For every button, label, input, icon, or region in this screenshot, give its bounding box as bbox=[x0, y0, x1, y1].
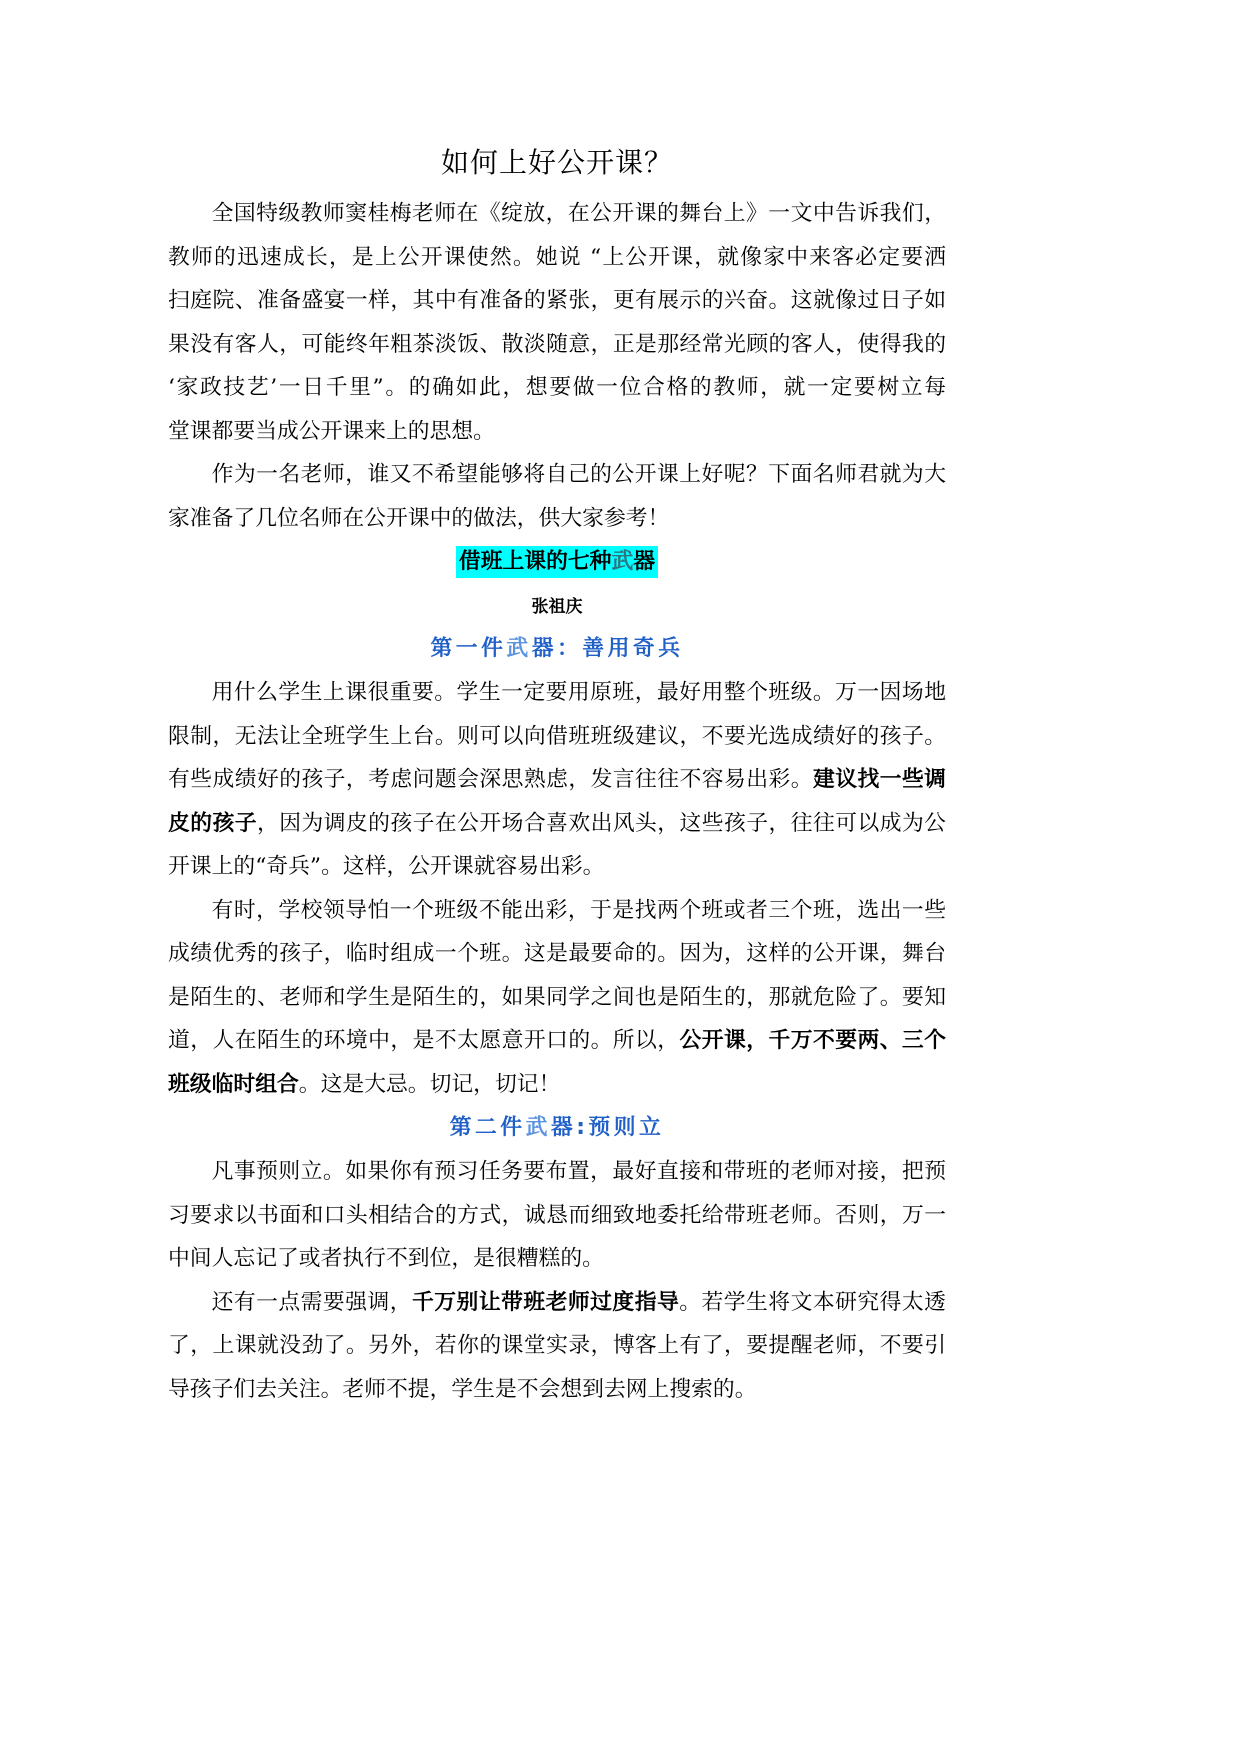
heading-accent-char: 武 bbox=[506, 636, 532, 662]
paragraph-line bbox=[168, 1063, 946, 1107]
line-text: 有时，学校领导怕一个班级不能出彩，于是找两个班或者三个班，选出一些 bbox=[211, 897, 946, 923]
line-text: 堂课都要当成公开课来上的思想。 bbox=[168, 418, 495, 444]
section-paragraph bbox=[168, 1281, 946, 1412]
line-text: 还有一点需要强调， bbox=[211, 1289, 413, 1315]
paragraph-line bbox=[168, 279, 946, 323]
paragraph-line bbox=[168, 1150, 946, 1194]
paragraph-line bbox=[168, 323, 946, 367]
paragraph-line bbox=[168, 1194, 946, 1238]
paragraph-line bbox=[168, 1324, 946, 1368]
paragraph-line bbox=[168, 715, 946, 759]
document-body bbox=[168, 192, 946, 1411]
paragraph-line bbox=[168, 889, 946, 933]
paragraph-line bbox=[168, 845, 946, 889]
article-author: 张祖庆 bbox=[531, 596, 583, 617]
heading-text: 器:预则立 bbox=[550, 1115, 665, 1141]
paragraph-line bbox=[168, 1281, 946, 1325]
paragraph-line bbox=[168, 192, 946, 236]
line-text: 作为一名老师，谁又不希望能够将自己的公开课上好呢？下面名师君就为大 bbox=[211, 462, 946, 488]
emphasis-text: 千万别让带班老师过度指导 bbox=[412, 1289, 680, 1315]
paragraph-line bbox=[168, 410, 946, 454]
section-paragraph bbox=[168, 1150, 946, 1281]
section-paragraph bbox=[168, 671, 946, 889]
heading-text: 第一件 bbox=[430, 636, 507, 662]
paragraph-line bbox=[168, 758, 946, 802]
line-text: 有些成绩好的孩子，考虑问题会深思熟虑，发言往往不容易出彩。 bbox=[168, 767, 813, 793]
line-text: 导孩子们去关注。老师不提，学生是不会想到去网上搜索的。 bbox=[168, 1376, 757, 1402]
line-text: 。这是大忌。切记，切记！ bbox=[298, 1071, 561, 1097]
section-heading bbox=[450, 1115, 665, 1140]
paragraph-line bbox=[168, 236, 946, 280]
line-text: 了，上课就没劲了。另外，若你的课堂实录，博客上有了，要提醒老师，不要引 bbox=[168, 1333, 946, 1359]
paragraph-line bbox=[168, 366, 946, 410]
line-text: 限制，无法让全班学生上台。则可以向借班班级建议，不要光选成绩好的孩子。 bbox=[168, 723, 946, 749]
paragraph-line bbox=[168, 976, 946, 1020]
section-heading-row bbox=[168, 627, 946, 671]
line-text: 习要求以书面和口头相结合的方式，诚恳而细致地委托给带班老师。否则，万一 bbox=[168, 1202, 946, 1228]
paragraph-line bbox=[168, 1237, 946, 1281]
emphasis-text: 建议找一些调 bbox=[812, 767, 946, 793]
heading-text: 第二件 bbox=[449, 1115, 526, 1141]
line-text: 家准备了几位名师在公开课中的做法，供大家参考！ bbox=[168, 505, 670, 531]
paragraph-line bbox=[168, 802, 946, 846]
line-text: 道，人在陌生的环境中，是不太愿意开口的。所以， bbox=[168, 1028, 680, 1054]
emphasis-text: 班级临时组合 bbox=[168, 1071, 299, 1097]
line-text: 。若学生将文本研究得太透 bbox=[679, 1289, 946, 1315]
section-heading bbox=[430, 636, 683, 661]
line-text: ，因为调皮的孩子在公开场合喜欢出风头，这些孩子，往往可以成为公 bbox=[256, 810, 946, 836]
author-row bbox=[168, 584, 946, 628]
heading-text: 器：善用奇兵 bbox=[531, 636, 684, 662]
intro-paragraph bbox=[168, 453, 946, 540]
article-heading-row bbox=[168, 540, 946, 584]
line-text: 教师的迅速成长，是上公开课使然。她说 “上公开课，就像家中来客必定要洒 bbox=[168, 244, 946, 270]
paragraph-line bbox=[168, 932, 946, 976]
emphasis-text: 公开课，千万不要两、三个 bbox=[679, 1028, 946, 1054]
line-text: 是陌生的、老师和学生是陌生的，如果同学之间也是陌生的，那就危险了。要知 bbox=[168, 984, 946, 1010]
paragraph-line bbox=[168, 453, 946, 497]
article-heading bbox=[456, 546, 658, 578]
line-text: 扫庭院、准备盛宴一样，其中有准备的紧张，更有展示的兴奋。这就像过日子如 bbox=[168, 288, 946, 314]
heading-accent-char: 武 bbox=[611, 549, 634, 575]
paragraph-line bbox=[168, 1368, 946, 1412]
line-text: 果没有客人，可能终年粗茶淡饭、散淡随意，正是那经常光顾的客人，使得我的 bbox=[168, 331, 946, 357]
line-text: 开课上的“奇兵”。这样，公开课就容易出彩。 bbox=[168, 854, 605, 880]
heading-text: 器 bbox=[633, 549, 656, 575]
line-text: 凡事预则立。如果你有预习任务要布置，最好直接和带班的老师对接，把预 bbox=[211, 1159, 946, 1185]
page-title: 如何上好公开课？ bbox=[440, 146, 673, 179]
section-heading-row bbox=[168, 1106, 946, 1150]
line-text: ‘家政技艺’一日千里”。的确如此，想要做一位合格的教师，就一定要树立每 bbox=[168, 375, 946, 401]
paragraph-line bbox=[168, 671, 946, 715]
emphasis-text: 皮的孩子 bbox=[168, 810, 257, 836]
paragraph-line bbox=[168, 497, 946, 541]
section-paragraph bbox=[168, 889, 946, 1107]
line-text: 用什么学生上课很重要。学生一定要用原班，最好用整个班级。万一因场地 bbox=[211, 680, 946, 706]
line-text: 成绩优秀的孩子，临时组成一个班。这是最要命的。因为，这样的公开课，舞台 bbox=[168, 941, 946, 967]
line-text: 全国特级教师窦桂梅老师在《绽放，在公开课的舞台上》一文中告诉我们， bbox=[211, 201, 946, 226]
intro-paragraph bbox=[168, 192, 946, 453]
paragraph-line bbox=[168, 1019, 946, 1063]
heading-accent-char: 武 bbox=[525, 1115, 551, 1141]
line-text: 中间人忘记了或者执行不到位，是很糟糕的。 bbox=[168, 1246, 604, 1272]
heading-text: 借班上课的七种 bbox=[458, 549, 612, 575]
